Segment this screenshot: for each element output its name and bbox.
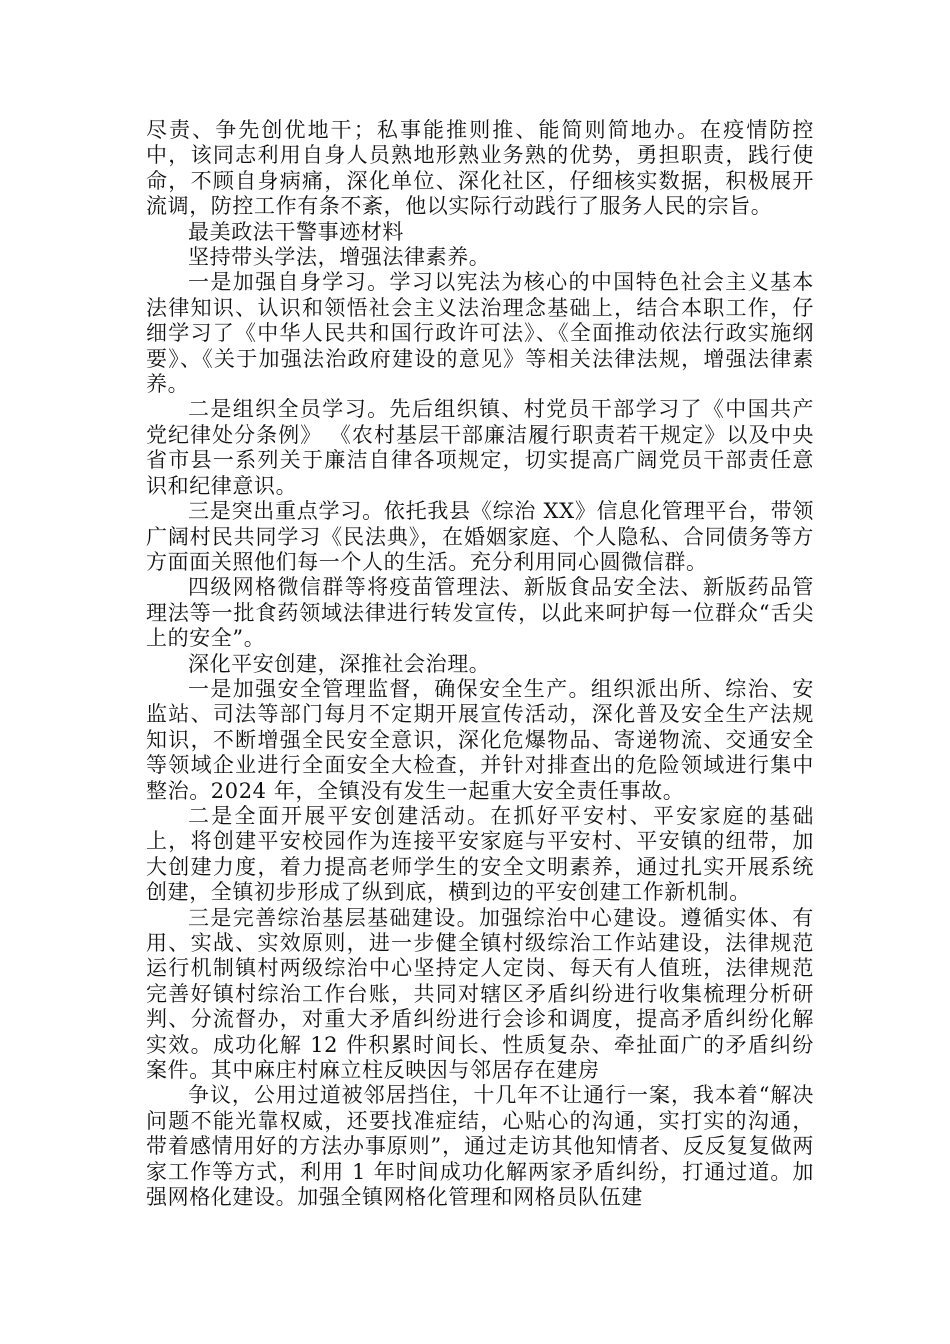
document-body xyxy=(146,118,814,1210)
paragraph-8-heading: 深化平安创建，深推社会治理。 xyxy=(188,651,491,676)
paragraph-1: 尽责、争先创优地干；私事能推则推、能简则简地办。在疫情防控中，该同志利用自身人员熟地形熟业务熟的优势，勇担职责，践行使命，不顾自身病痛，深化单位、深化社区，仔细核实数据，积极展开流调，防控工作有条不紊，他以实际行动践行了服务人民的宗旨。 xyxy=(146,118,814,219)
paragraph-10: 二是全面开展平安创建活动。在抓好平安村、平安家庭的基础上，将创建平安校园作为连接平安家庭与平安村、平安镇的纽带，加大创建力度，着力提高老师学生的安全文明素养，通过扎实开展系统创建，全镇初步形成了纵到底，横到边的平安创建工作新机制。 xyxy=(146,803,814,905)
paragraph-4: 一是加强自身学习。学习以宪法为核心的中国特色社会主义基本法律知识、认识和领悟社会主义法治理念基础上，结合本职工作，仔细学习了《中华人民共和国行政许可法》、《全面推动依法行政实施纲要》、《关于加强法治政府建设的意见》等相关法律法规，增强法律素养。 xyxy=(146,270,814,397)
paragraph-11: 三是完善综治基层基础建设。加强综治中心建设。遵循实体、有用、实战、实效原则，进一步健全镇村级综治工作站建设，法律规范运行机制镇村两级综治中心坚持定人定岗、每天有人值班，法律规范完善好镇村综治工作台账，共同对辖区矛盾纠纷进行收集梳理分析研判、分流督办，对重大矛盾纠纷进行会诊和调度，提高矛盾纠纷化解实效。成功化解 12 件积累时间长、性质复杂、牵扯面广的矛盾纠纷案件。其中麻庄村麻立柱反映因与邻居存在建房 xyxy=(146,905,814,1083)
paragraph-9: 一是加强安全管理监督，确保安全生产。组织派出所、综治、安监站、司法等部门每月不定期开展宣传活动，深化普及安全生产法规知识，不断增强全民安全意识，深化危爆物品、寄递物流、交通安全等领域企业进行全面安全大检查，并针对排查出的危险领域进行集中整治。2024 年，全镇没有发生一起重大安全责任事故。 xyxy=(146,676,814,803)
paragraph-2-title: 最美政法干警事迹材料 xyxy=(188,219,404,244)
paragraph-5: 二是组织全员学习。先后组织镇、村党员干部学习了《中国共产党纪律处分条例》 《农村基层干部廉洁履行职责若干规定》以及中央省市县一系列关于廉洁自律各项规定，切实提高广阔党员干部责任意识和纪律意识。 xyxy=(146,397,814,498)
paragraph-12: 争议，公用过道被邻居挡住，十几年不让通行一案，我本着“解决问题不能光靠权威，还要找准症结，心贴心的沟通，实打实的沟通，带着感情用好的方法办事原则”，通过走访其他知情者、反反复复做两家工作等方式，利用 1 年时间成功化解两家矛盾纠纷，打通过道。加强网格化建设。加强全镇网格化管理和网格员队伍建 xyxy=(146,1083,814,1210)
paragraph-6: 三是突出重点学习。依托我县《综治 XX》信息化管理平台，带领广阔村民共同学习《民法典》，在婚姻家庭、个人隐私、合同债务等方方面面关照他们每一个人的生活。充分利用同心圆微信群。 xyxy=(146,499,814,574)
paragraph-3-heading: 坚持带头学法，增强法律素养。 xyxy=(188,245,491,270)
paragraph-7: 四级网格微信群等将疫苗管理法、新版食品安全法、新版药品管理法等一批食药领域法律进行转发宣传，以此来呵护每一位群众“舌尖上的安全”。 xyxy=(146,575,814,651)
